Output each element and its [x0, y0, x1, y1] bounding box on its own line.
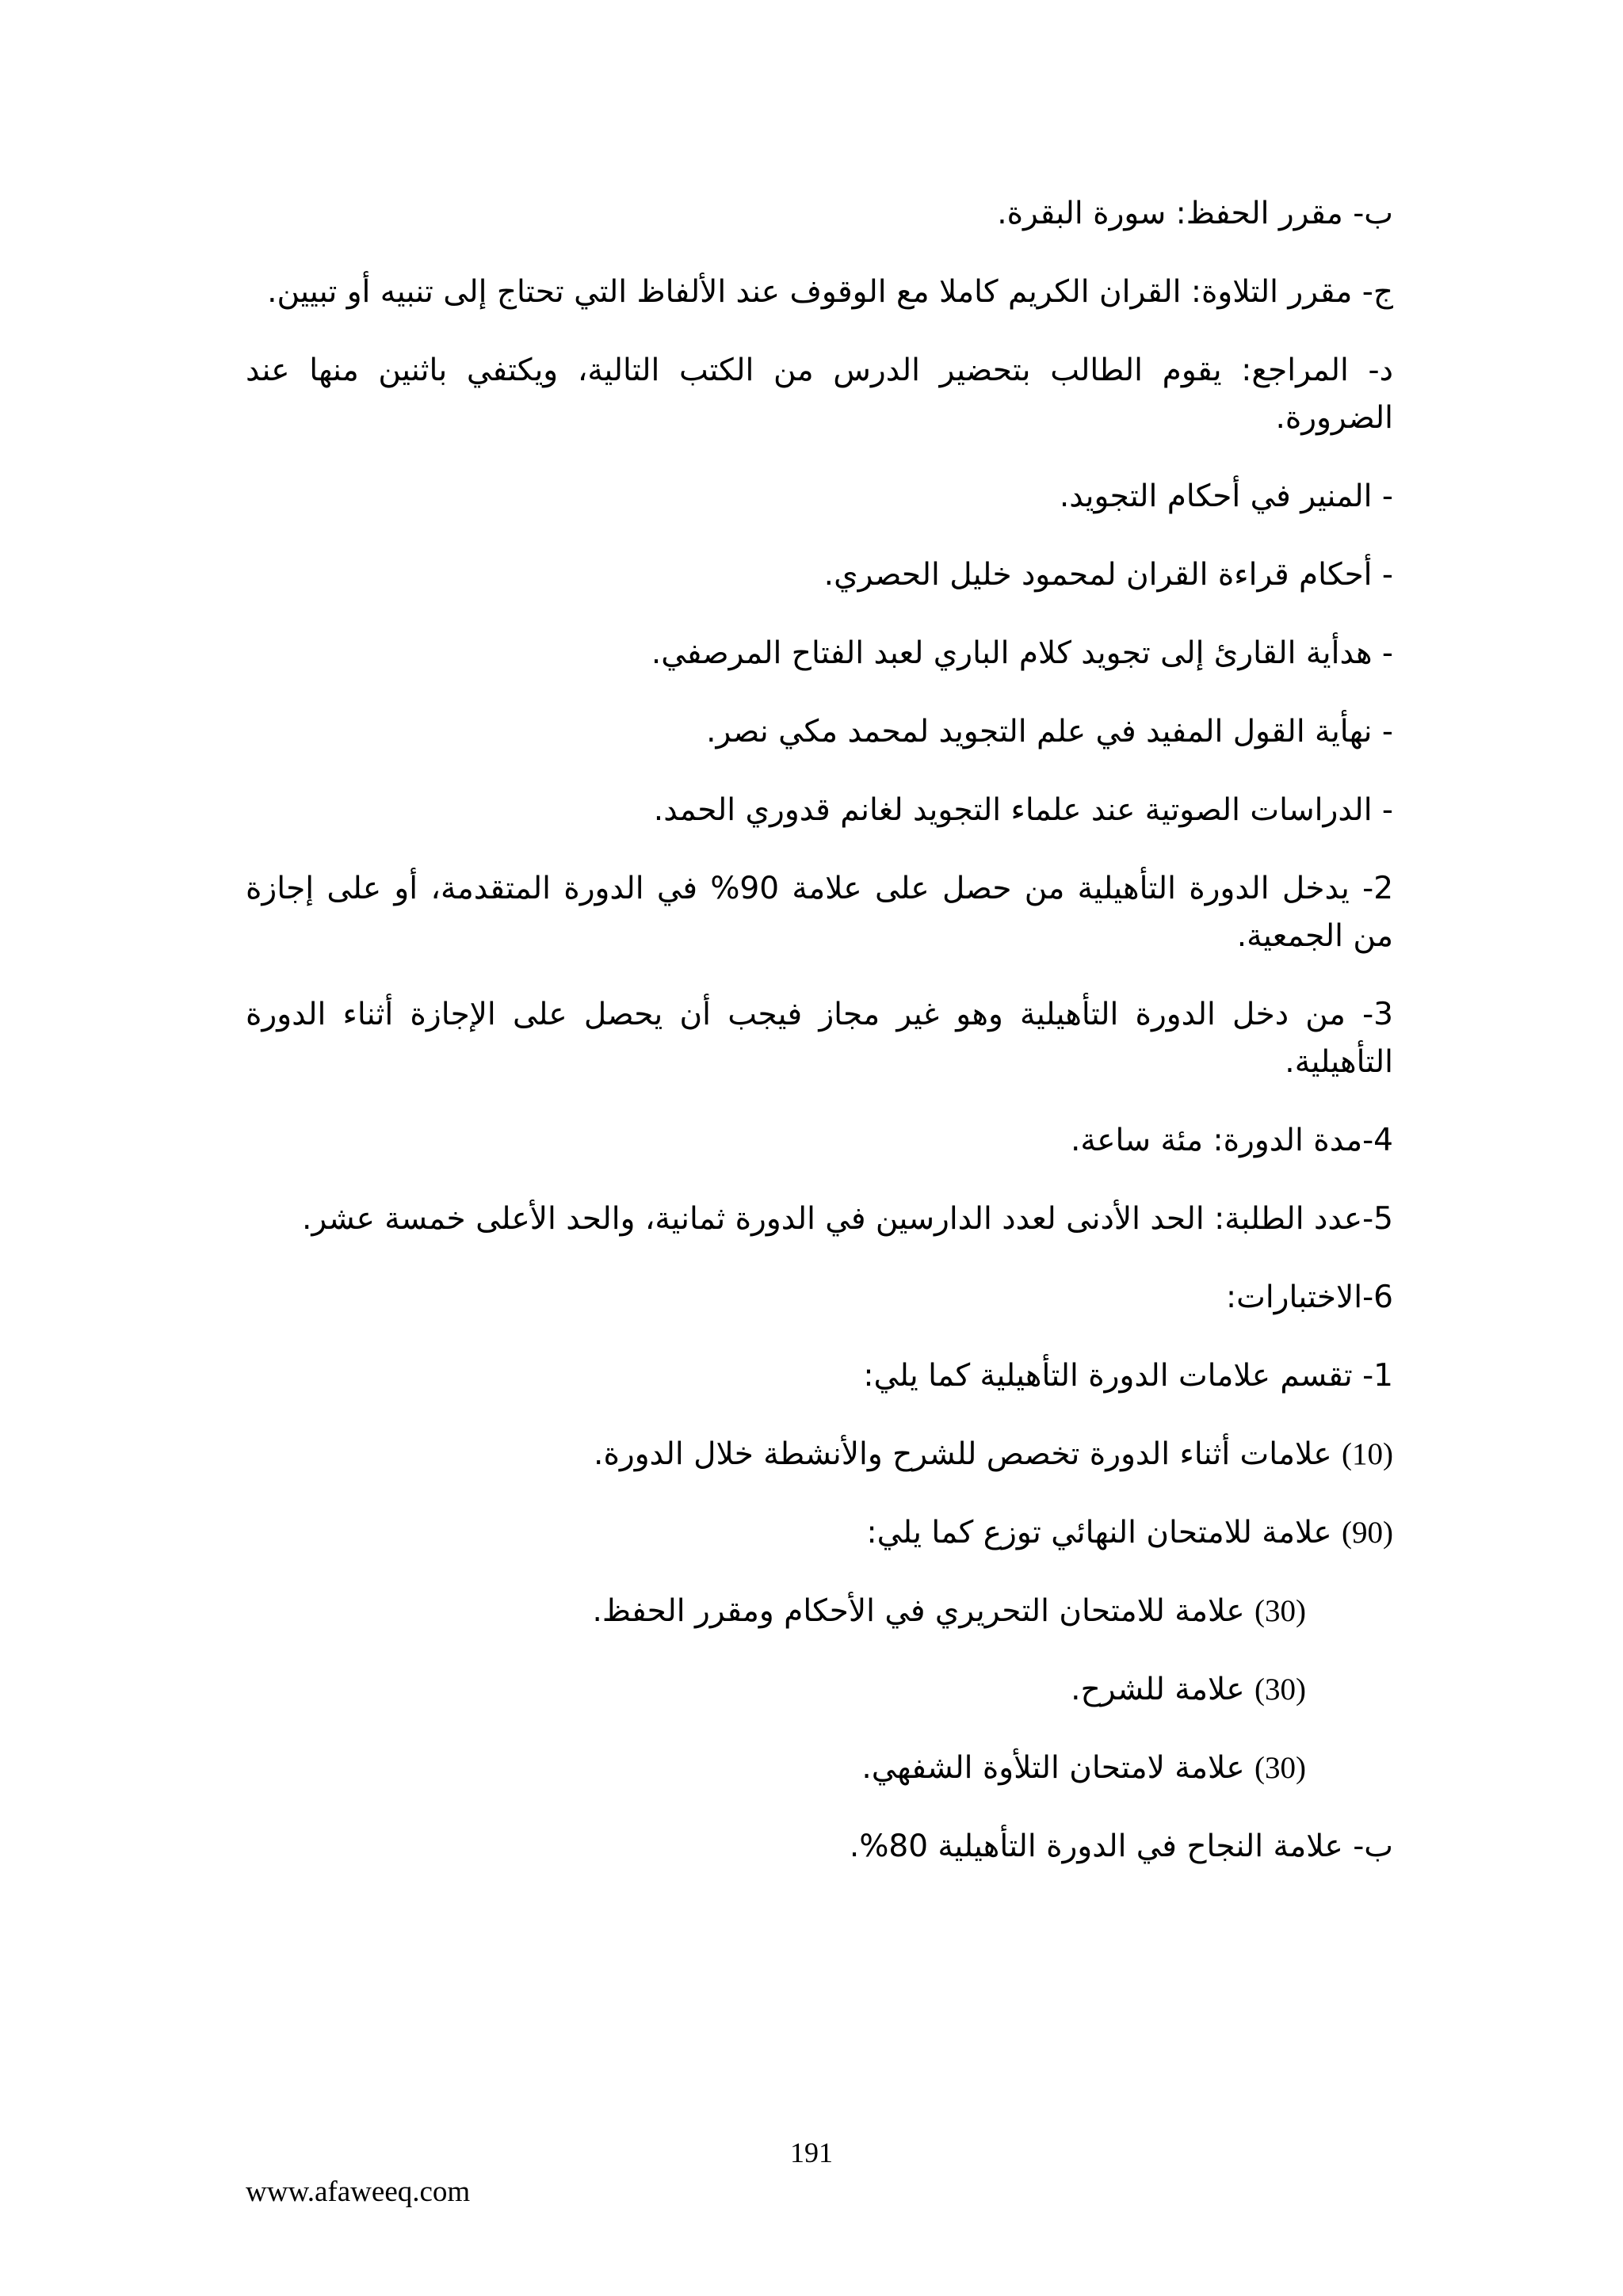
grade-item: [246, 1509, 1393, 1557]
reference-item: - الدراسات الصوتية عند علماء التجويد لغانم قدوري الحمد.: [653, 792, 1393, 828]
grade-description: علامة للامتحان التحريري في الأحكام ومقرر الحفظ.: [592, 1593, 1245, 1629]
paragraph-grades-division: 1- تقسم علامات الدورة التأهيلية كما يلي:: [863, 1358, 1393, 1394]
paragraph-pass-mark: ب- علامة النجاح في الدورة التأهيلية 80%.: [849, 1829, 1393, 1864]
grade-description: علامة لامتحان التلأوة الشفهي.: [861, 1750, 1245, 1786]
grade-value: (30): [1254, 1594, 1306, 1628]
paragraph-students: 5-عدد الطلبة: الحد الأدنى لعدد الدارسين في الدورة ثمانية، والحد الأعلى خمسة عشر.: [301, 1201, 1393, 1237]
paragraph-certification: 3- من دخل الدورة التأهيلية وهو غير مجاز فيجب أن يحصل على الإجازة أثناء الدورة التأهيلية.: [246, 997, 1393, 1080]
grade-value: (30): [1254, 1751, 1306, 1785]
paragraph-duration: 4-مدة الدورة: مئة ساعة.: [1070, 1123, 1393, 1158]
reference-item: - هدأية القارئ إلى تجويد كلام الباري لعبد الفتاح المرصفي.: [651, 635, 1393, 671]
reference-item: - المنير في أحكام التجويد.: [1059, 479, 1393, 514]
reference-item: - نهأية القول المفيد في علم التجويد لمحمد مكي نصر.: [706, 714, 1393, 749]
grade-description: علامة للامتحان النهائي توزع كما يلي:: [866, 1515, 1332, 1550]
grade-subitem: [246, 1666, 1393, 1714]
grade-value: (10): [1342, 1437, 1393, 1471]
paragraph-memorization: ب- مقرر الحفظ: سورة البقرة.: [997, 196, 1393, 231]
grade-subitem: [246, 1588, 1393, 1635]
reference-item: - أحكام قراءة القران لمحمود خليل الحصري.: [823, 557, 1393, 593]
footer-website: www.afaweeq.com: [246, 2176, 471, 2208]
paragraph-recitation: ج- مقرر التلاوة: القران الكريم كاملا مع الوقوف عند الألفاظ التي تحتاج إلى تنبيه أو تبيين.: [267, 274, 1393, 310]
page-number: 191: [790, 2137, 833, 2168]
grade-description: علامة للشرح.: [1071, 1672, 1245, 1707]
page-body: [246, 190, 1393, 1901]
grade-value: (90): [1342, 1516, 1393, 1550]
paragraph-admission: 2- يدخل الدورة التأهيلية من حصل على علامة 90% في الدورة المتقدمة، أو على إجازة من الجمعية.: [246, 871, 1394, 954]
grade-value: (30): [1254, 1672, 1306, 1707]
paragraph-exams-heading: 6-الاختبارات:: [1225, 1280, 1393, 1315]
grade-subitem: [246, 1745, 1393, 1792]
grade-item: [246, 1431, 1393, 1478]
paragraph-references: د- المراجع: يقوم الطالب بتحضير الدرس من الكتب التالية، ويكتفي باثنين منها عند الضرورة.: [246, 353, 1393, 436]
grade-description: علامات أثناء الدورة تخصص للشرح والأنشطة خلال الدورة.: [594, 1436, 1332, 1472]
